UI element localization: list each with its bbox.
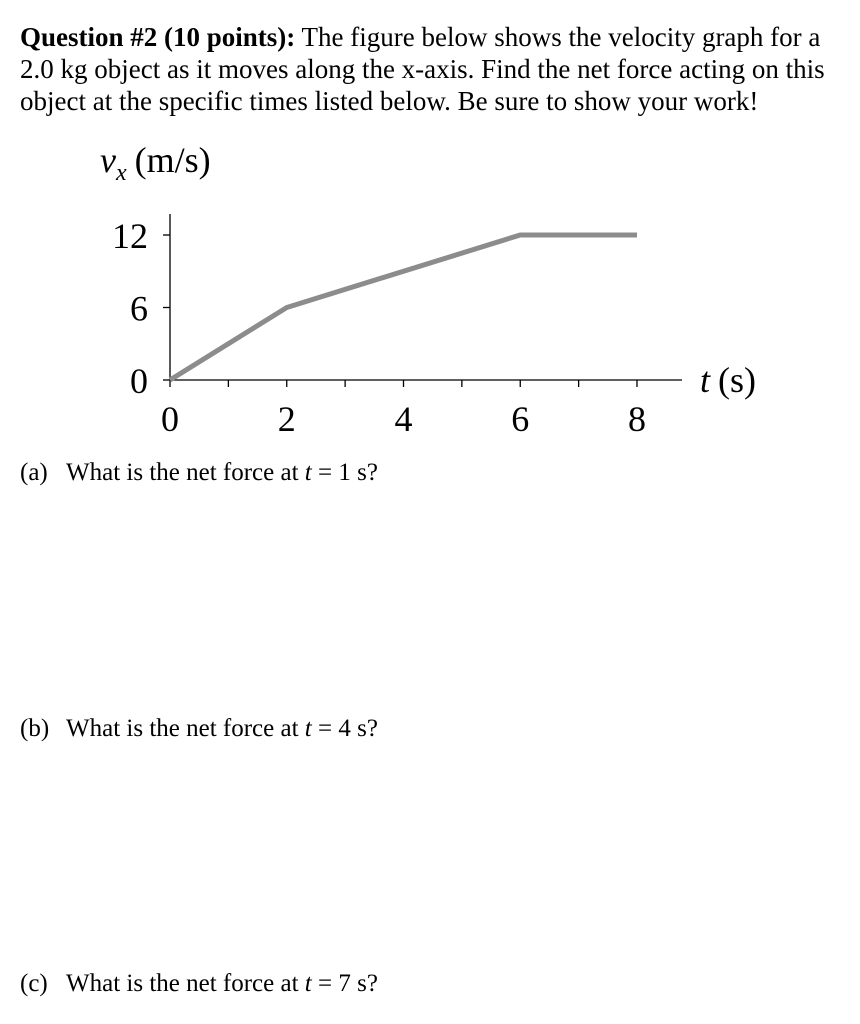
part-a-suffix: = 1 s?	[311, 459, 378, 486]
question-body: The figure below shows the velocity graph for a 2.0 kg object as it moves along the x-axis. Find the net force acting on this object at the specific times listed below. Be sure to show your work!	[20, 22, 825, 116]
part-b-suffix: = 4 s?	[311, 715, 378, 742]
part-a-var: t	[304, 459, 312, 486]
y-tick-label: 12	[112, 216, 148, 256]
x-axis-unit: (s)	[718, 360, 757, 400]
part-b-prefix: What is the net force at	[66, 715, 305, 742]
part-c-suffix: = 7 s?	[311, 970, 378, 997]
x-tick-label: 8	[628, 399, 646, 439]
part-c-prefix: What is the net force at	[66, 970, 305, 997]
y-axis-sub: x	[115, 160, 127, 186]
x-tick-label: 6	[511, 399, 530, 439]
part-a	[20, 458, 378, 488]
velocity-series-line	[170, 235, 637, 380]
x-tick-label: 4	[394, 399, 413, 439]
x-axis-label	[700, 360, 756, 400]
part-c-var: t	[304, 970, 312, 997]
question-label: Question #2 (10 points):	[20, 22, 296, 52]
y-axis-unit: (m/s)	[134, 140, 211, 180]
x-axis-var: t	[700, 360, 711, 400]
part-b	[20, 714, 378, 744]
velocity-graph	[0, 0, 860, 450]
y-tick-label: 0	[130, 361, 148, 401]
part-c-label: (c)	[20, 970, 48, 997]
y-tick-label: 6	[130, 288, 148, 329]
part-a-prefix: What is the net force at	[66, 459, 305, 486]
x-tick-label: 0	[161, 399, 179, 439]
part-a-label: (a)	[20, 459, 48, 486]
y-axis-label	[100, 140, 211, 186]
y-axis-var: v	[100, 140, 116, 180]
part-b-var: t	[304, 715, 312, 742]
part-b-label: (b)	[20, 715, 50, 742]
x-tick-label: 2	[277, 399, 296, 439]
part-c	[20, 969, 378, 999]
